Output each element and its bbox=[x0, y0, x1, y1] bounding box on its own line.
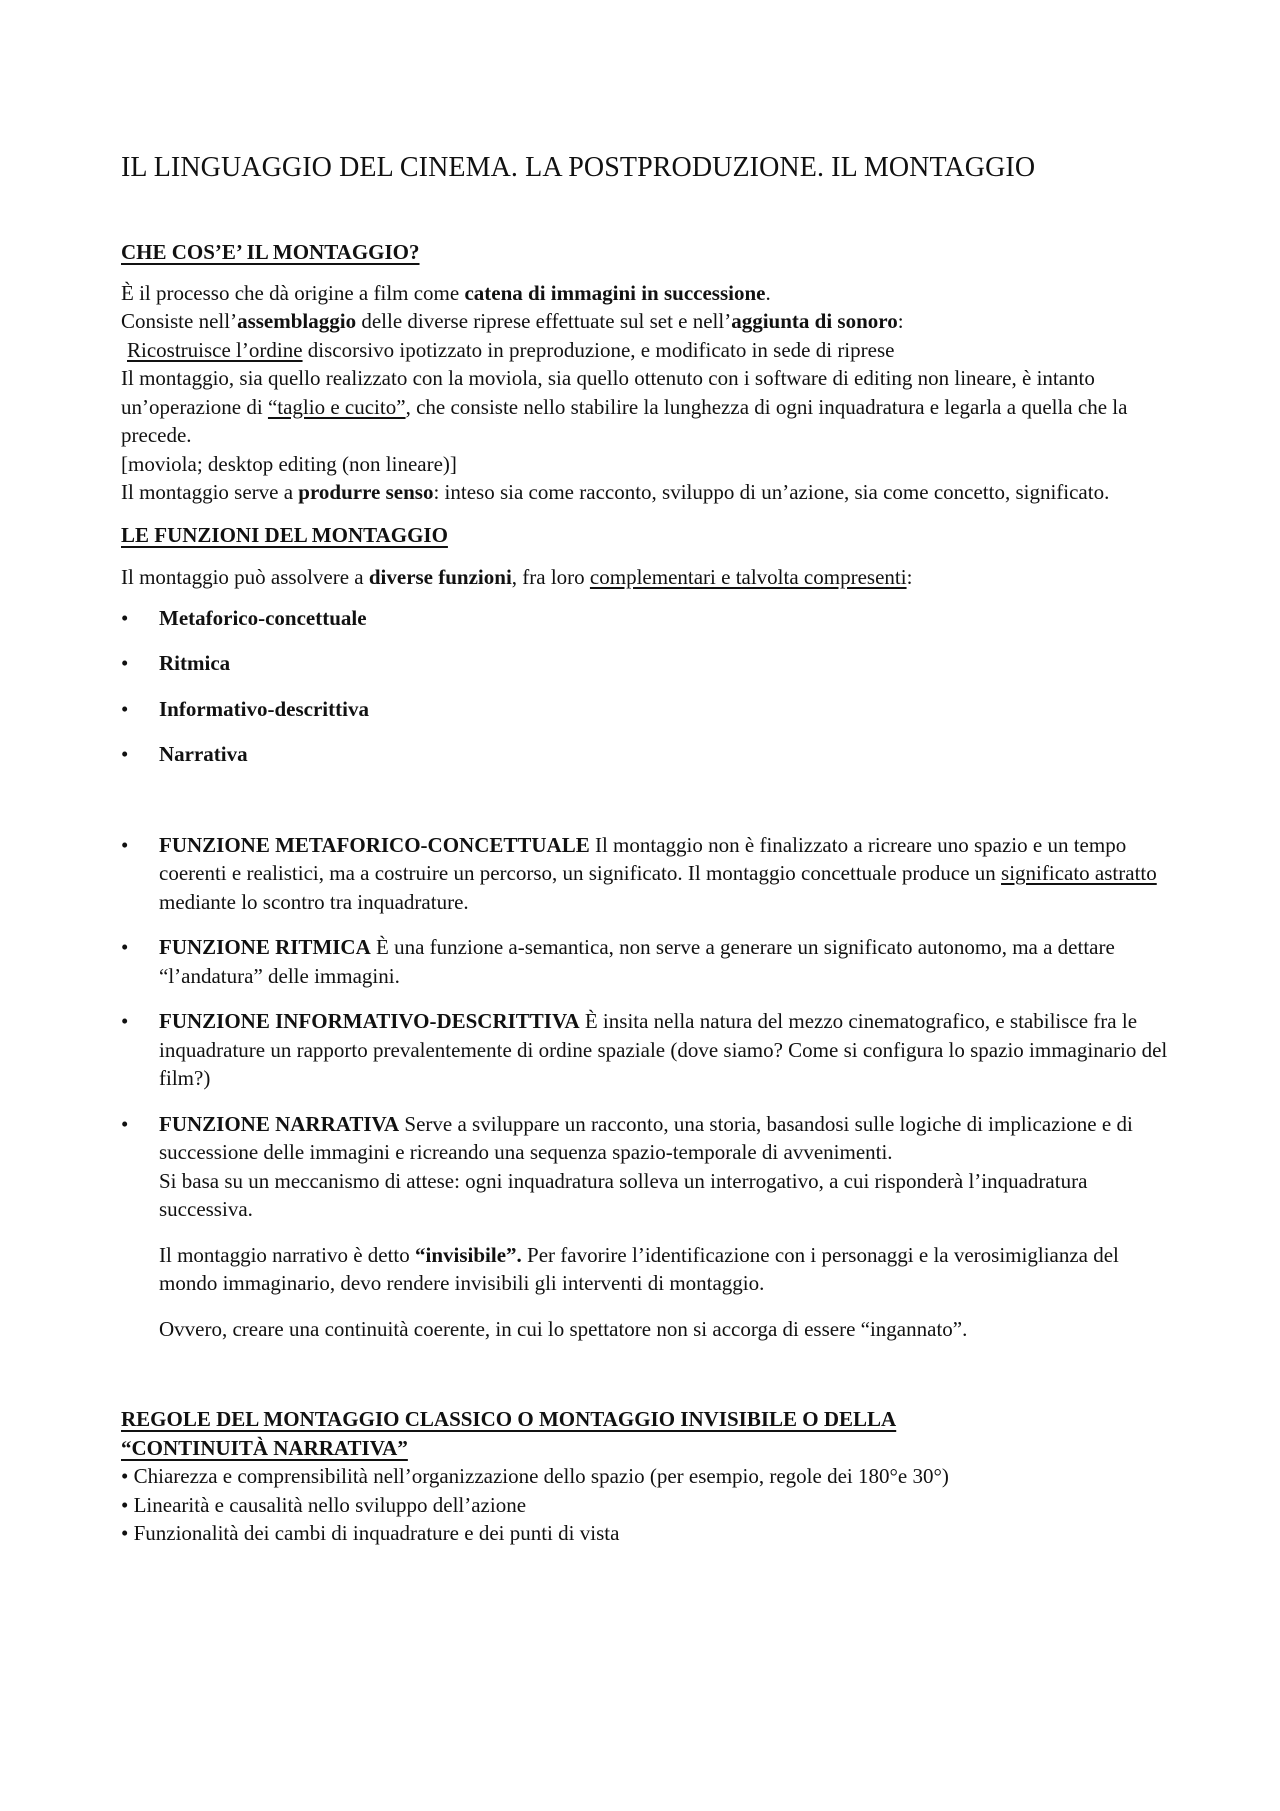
bullet-icon: • bbox=[121, 1009, 129, 1033]
function-informativo: • FUNZIONE INFORMATIVO-DESCRITTIVA È insita nella natura del mezzo cinematografico, e stabilisce fra le inquadrature un rapporto prevalentemente di ordine spaziale (dove siamo? Come si configura lo spazio immaginario del film?) bbox=[121, 1009, 1168, 1090]
functions-detail-list bbox=[121, 831, 1171, 1224]
list-item: • Metaforico-concettuale bbox=[121, 604, 1171, 633]
paragraph-cut-and-sew: Il montaggio, sia quello realizzato con la moviola, sia quello ottenuto con i software di editing non lineare, è intanto un’operazione di “taglio e cucito”, che consiste nello stabilire la lunghezza di ogni inquadratura e legarla a quella che la precede. bbox=[121, 366, 1128, 447]
paragraph-consists: Consiste nell’assemblaggio delle diverse riprese effettuate sul set e nell’aggiunta di sonoro: bbox=[121, 309, 904, 333]
paragraph-produce-sense: Il montaggio serve a produrre senso: inteso sia come racconto, sviluppo di un’azione, sia come concetto, significato. bbox=[121, 480, 1110, 504]
functions-list bbox=[121, 604, 1171, 769]
paragraph-reconstructs: Ricostruisce l’ordine discorsivo ipotizzato in preproduzione, e modificato in sede di riprese bbox=[127, 337, 895, 362]
list-item: • Informativo-descrittiva bbox=[121, 695, 1171, 724]
section-heading-what-is-montage: CHE COS’E’ IL MONTAGGIO? bbox=[121, 240, 420, 264]
paragraph-definition: È il processo che dà origine a film come catena di immagini in successione. bbox=[121, 280, 771, 305]
paragraph-invisible: Il montaggio narrativo è detto “invisibile”. Per favorire l’identificazione con i personaggi e la verosimiglianza del mondo immaginario, devo rendere invisibili gli interventi di montaggio. bbox=[159, 1242, 1119, 1295]
bullet-icon: • bbox=[121, 1111, 129, 1136]
rule-item: • Linearità e causalità nello sviluppo dell’azione bbox=[121, 1492, 527, 1517]
bullet-icon: • bbox=[121, 832, 129, 857]
function-ritmica: • FUNZIONE RITMICA È una funzione a-semantica, non serve a generare un significato autonomo, ma a dettare “l’andatura” delle immagini. bbox=[121, 935, 1115, 988]
paragraph-functions-intro: Il montaggio può assolvere a diverse funzioni, fra loro complementari e talvolta compresenti: bbox=[121, 565, 913, 589]
paragraph-continuity: Ovvero, creare una continuità coerente, in cui lo spettatore non si accorga di essere “ingannato”. bbox=[159, 1316, 968, 1341]
section-heading-rules: REGOLE DEL MONTAGGIO CLASSICO O MONTAGGIO INVISIBILE O DELLA “CONTINUITÀ NARRATIVA” bbox=[121, 1407, 897, 1460]
rule-item: • Funzionalità dei cambi di inquadrature e dei punti di vista bbox=[121, 1521, 620, 1545]
list-item: • Ritmica bbox=[121, 649, 1171, 678]
page-title: IL LINGUAGGIO DEL CINEMA. LA POSTPRODUZIONE. IL MONTAGGIO bbox=[121, 152, 1036, 183]
document-page bbox=[121, 150, 1171, 1548]
paragraph-tools: [moviola; desktop editing (non lineare)] bbox=[121, 451, 457, 476]
section-heading-functions: LE FUNZIONI DEL MONTAGGIO bbox=[121, 522, 448, 547]
function-narrativa: • FUNZIONE NARRATIVA Serve a sviluppare un racconto, una storia, basandosi sulle logiche di implicazione e di successione delle immagini e ricreando una sequenza spazio-temporale di avvenimenti. Si basa su un meccanismo di attese: ogni inquadratura solleva un interrogativo, a cui risponderà l’inquadratura successiva. bbox=[121, 1111, 1133, 1221]
function-metaforico: • FUNZIONE METAFORICO-CONCETTUALE Il montaggio non è finalizzato a ricreare uno spazio e un tempo coerenti e realistici, ma a costruire un percorso, un significato. Il montaggio concettuale produce un significato astratto mediante lo scontro tra inquadrature. bbox=[121, 832, 1157, 914]
bullet-icon: • bbox=[121, 696, 129, 721]
bullet-icon: • bbox=[121, 742, 129, 766]
bullet-icon: • bbox=[121, 935, 129, 959]
rule-item: • Chiarezza e comprensibilità nell’organizzazione dello spazio (per esempio, regole dei 180°e 30°) bbox=[121, 1464, 949, 1488]
bullet-icon: • bbox=[121, 651, 129, 675]
bullet-icon: • bbox=[121, 605, 129, 630]
list-item: • Narrativa bbox=[121, 740, 1171, 769]
